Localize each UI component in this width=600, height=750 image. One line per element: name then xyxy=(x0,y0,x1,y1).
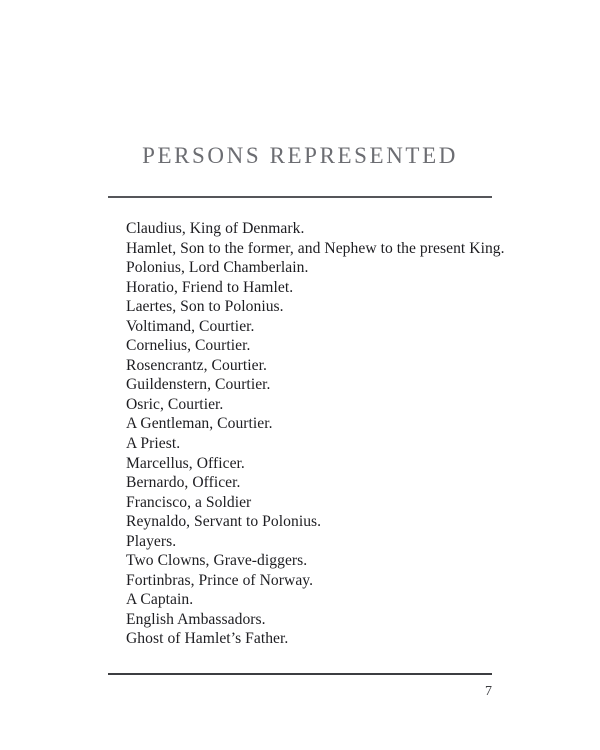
list-item: Francisco, a Soldier xyxy=(126,493,252,511)
list-item: Marcellus, Officer. xyxy=(126,454,245,472)
header-divider-rule xyxy=(108,196,492,198)
footer-divider-rule xyxy=(108,673,492,675)
page-content-frame xyxy=(108,0,505,750)
list-item: A Priest. xyxy=(126,435,181,453)
list-item: A Captain. xyxy=(126,591,194,609)
list-item: Ghost of Hamlet’s Father. xyxy=(126,630,289,648)
list-item: A Gentleman, Courtier. xyxy=(126,415,273,433)
list-item: Bernardo, Officer. xyxy=(126,474,241,492)
list-item: Voltimand, Courtier. xyxy=(126,317,255,335)
list-item: Two Clowns, Grave-diggers. xyxy=(126,552,308,570)
list-item: Osric, Courtier. xyxy=(126,395,224,413)
list-item: Claudius, King of Denmark. xyxy=(126,220,305,237)
list-item: Reynaldo, Servant to Polonius. xyxy=(126,513,322,531)
list-item: Horatio, Friend to Hamlet. xyxy=(126,278,294,296)
list-item: Laertes, Son to Polonius. xyxy=(126,298,284,316)
list-item: Hamlet, Son to the former, and Nephew to the present King. xyxy=(126,239,505,257)
page-number: 7 xyxy=(485,684,492,699)
list-item: Polonius, Lord Chamberlain. xyxy=(126,259,309,277)
list-item: Players. xyxy=(126,532,177,550)
page-title: PERSONS REPRESENTED xyxy=(142,143,458,168)
persons-represented-list xyxy=(126,219,506,649)
list-item: Guildenstern, Courtier. xyxy=(126,376,271,394)
list-item: Fortinbras, Prince of Norway. xyxy=(126,571,314,589)
list-item: Cornelius, Courtier. xyxy=(126,337,251,355)
list-item: English Ambassadors. xyxy=(126,610,266,628)
list-item: Rosencrantz, Courtier. xyxy=(126,356,267,374)
